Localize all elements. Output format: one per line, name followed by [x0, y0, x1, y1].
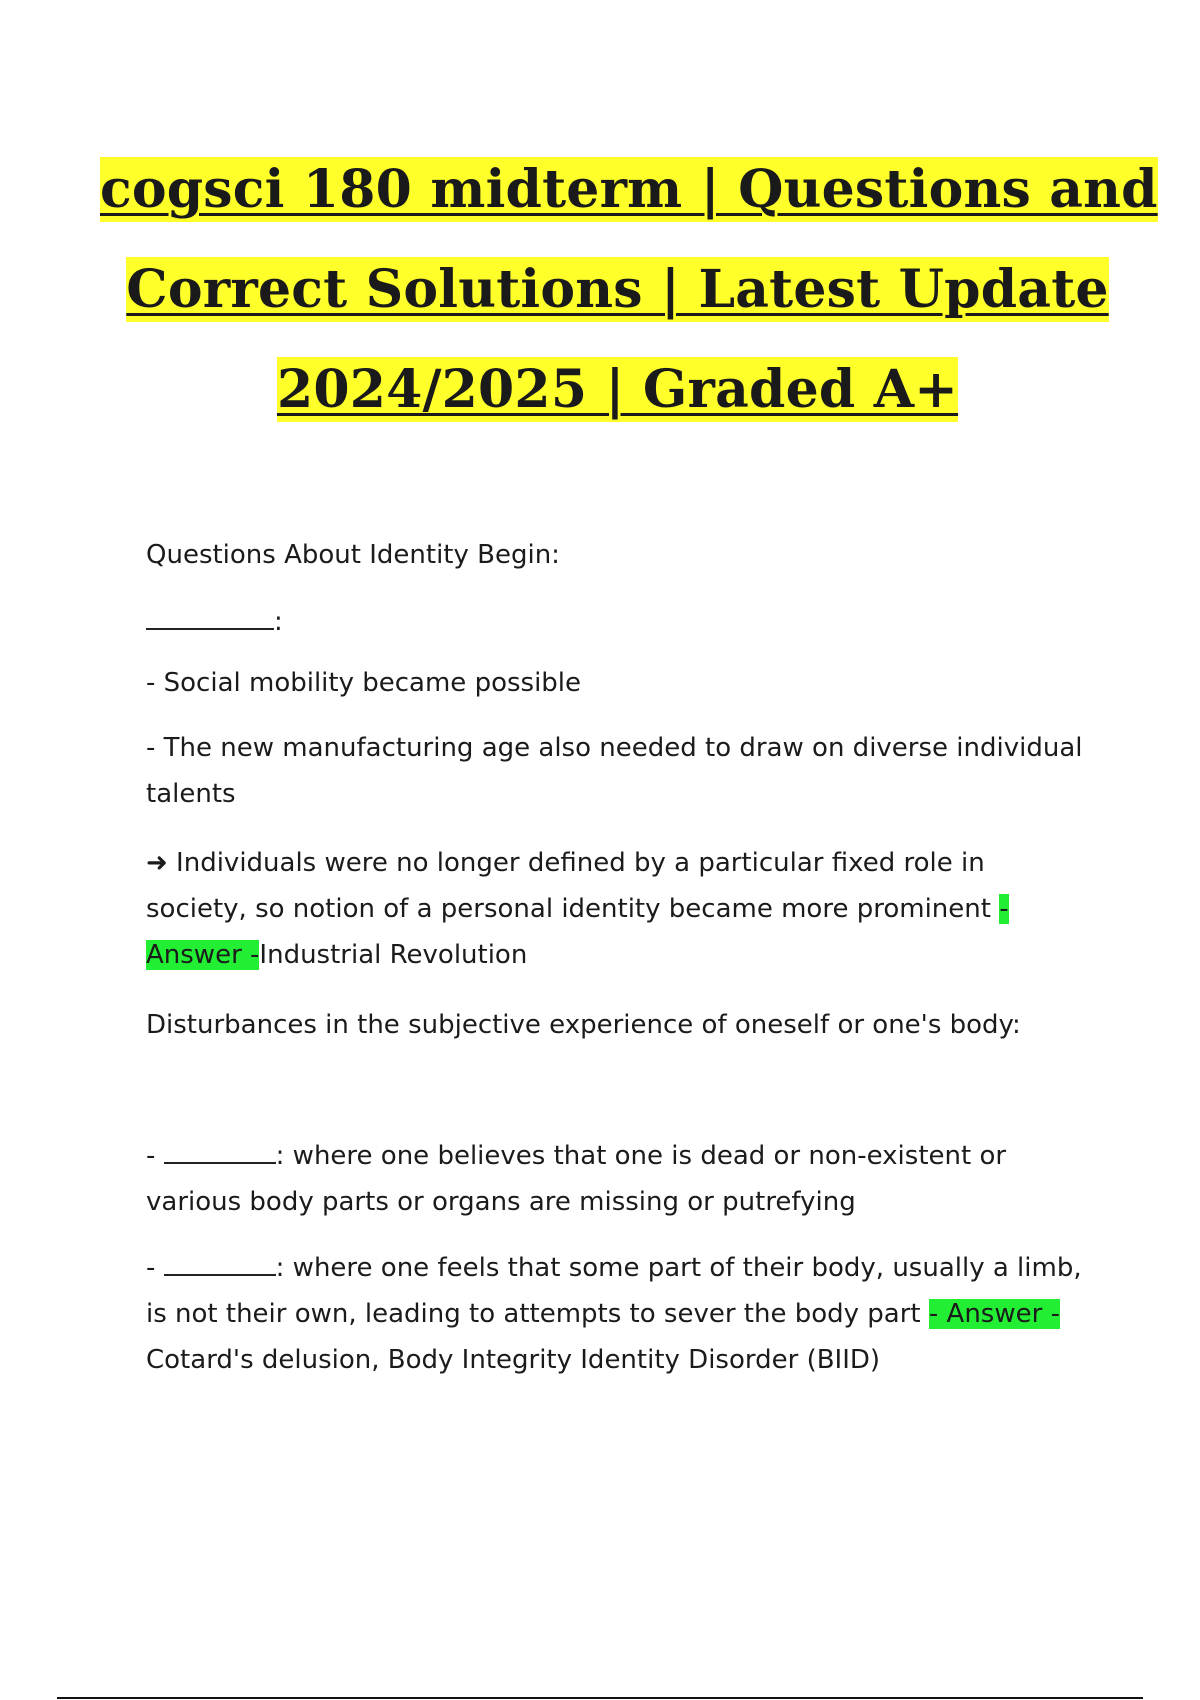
section-heading: Questions About Identity Begin: [146, 540, 560, 570]
q2-item-2-text: : where one feels that some part of their body, usually a limb, is not their own, leading to attempts to sever the body part [146, 1253, 1082, 1329]
q1-bullet-1: - Social mobility became possible [146, 668, 582, 698]
title-line-2: Correct Solutions | Latest Update [126, 259, 1109, 320]
q1-statement-text: Individuals were no longer defined by a particular fixed role in society, so notion of a personal identity became more prominent [146, 848, 1000, 924]
title-line-3: 2024/2025 | Graded A+ [276, 359, 959, 420]
title-line-1: cogsci 180 midterm | Questions and [100, 159, 1158, 220]
q1-answer: Industrial Revolution [259, 940, 528, 970]
answer-marker: - Answer - [928, 1299, 1060, 1329]
q2-heading: Disturbances in the subjective experience of oneself or one's body: [146, 1010, 1021, 1040]
document-title [100, 140, 1158, 440]
q2-item-2: - : where one feels that some part of their body, usually a limb, is not their own, leading to attempts to sever the body part - Answer - Cotard's delusion, Body Integrity Identity Disorder (BIID) [146, 1244, 1091, 1383]
answer-marker: - Answer - [146, 894, 1009, 970]
q1-blank-line [146, 598, 1091, 645]
q2-item-1-text: : where one believes that one is dead or non-existent or various body parts or organs are missing or putrefying [146, 1141, 1007, 1217]
arrow-icon: ➜ [146, 848, 168, 878]
q2-item-1: - : where one believes that one is dead or non-existent or various body parts or organs are missing or putrefying [146, 1132, 1091, 1225]
q1-bullet-2: - The new manufacturing age also needed to draw on diverse individual talents [146, 733, 1083, 809]
q1-statement [146, 840, 1091, 978]
q2-answer: Cotard's delusion, Body Integrity Identity Disorder (BIID) [146, 1345, 881, 1375]
fill-in-blank [146, 598, 274, 630]
fill-in-blank [164, 1132, 276, 1164]
fill-in-blank [164, 1244, 276, 1276]
bottom-rule [57, 1697, 1143, 1699]
blank-colon: : [274, 607, 283, 637]
